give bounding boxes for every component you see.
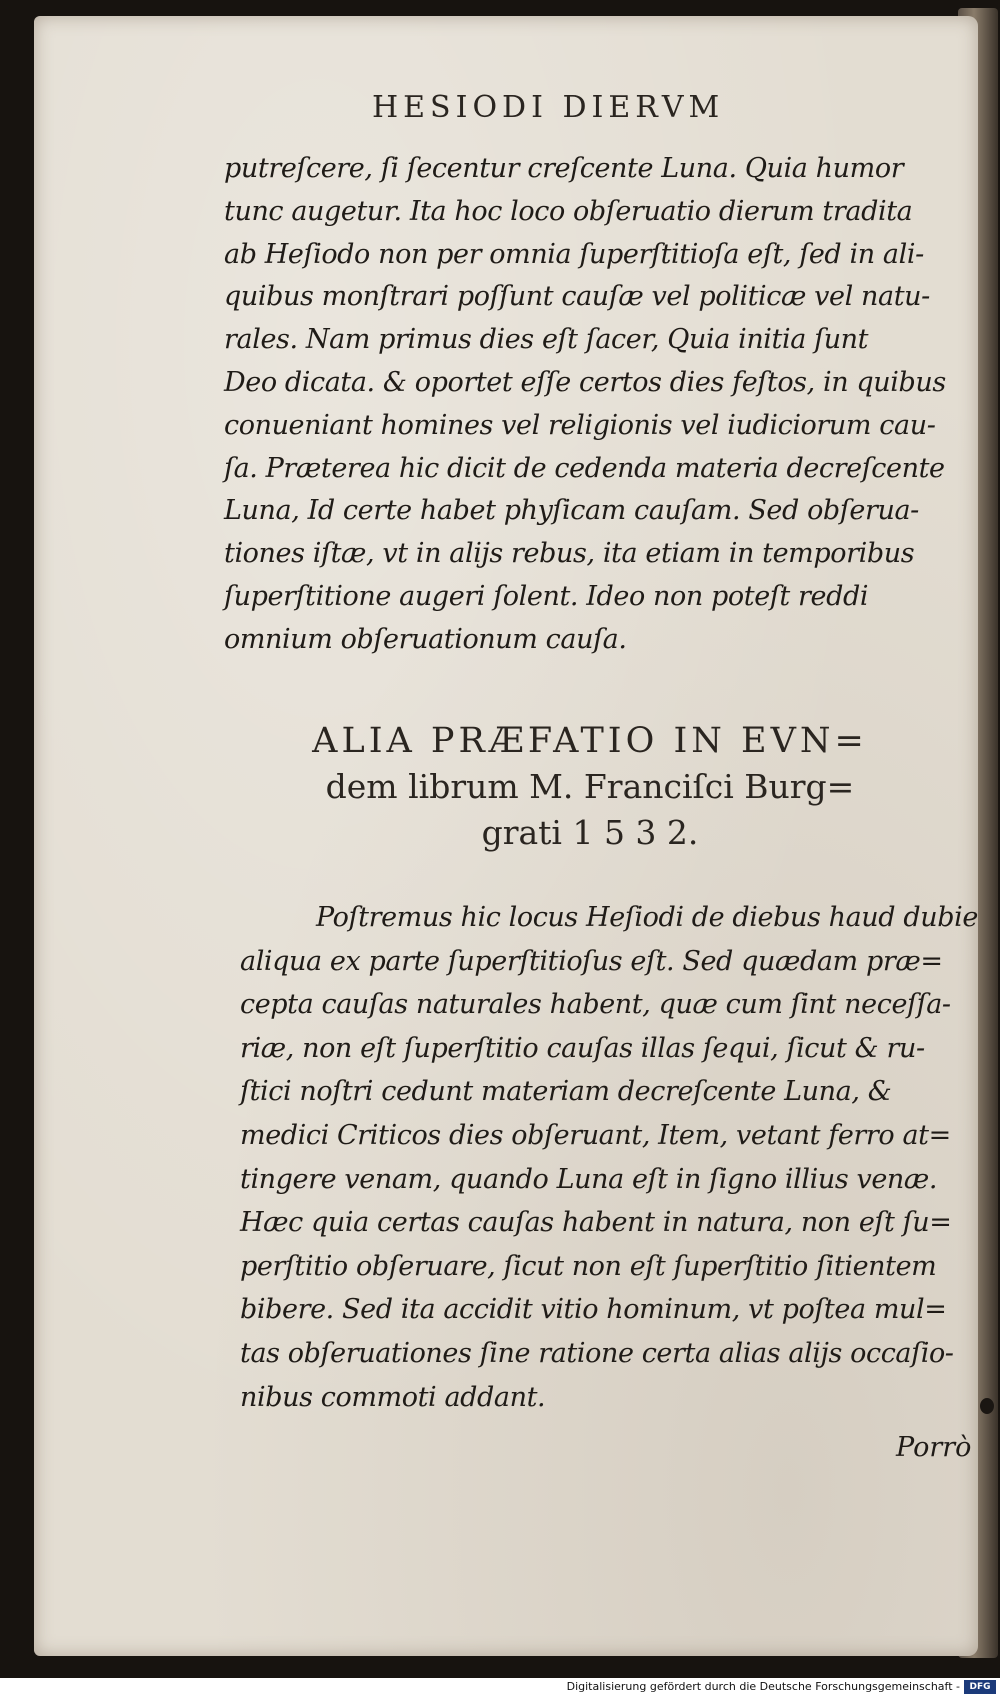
text-line: tas obſeruationes ſine ratione certa alias alijs occaſio- [240,1337,954,1369]
ink-spot [980,1398,994,1414]
text-line: tingere venam, quando Luna eſt in ſigno illius venæ. [240,1163,938,1195]
text-line: tiones iſtæ, vt in alijs rebus, ita etiam in temporibus [224,538,915,570]
text-line: bibere. Sed ita accidit vitio hominum, vt poſtea mul= [240,1294,947,1326]
text-line: omnium obſeruationum cauſa. [224,623,627,655]
text-line: quibus monſtrari poſſunt cauſæ vel politicæ vel natu- [224,281,930,313]
text-line: aliqua ex parte ſuperſtitioſus eſt. Sed quædam præ= [240,945,943,977]
text-line: putreſcere, ſi ſecentur creſcente Luna. Quia humor [224,153,904,184]
section-heading [230,718,950,856]
text-line: ab Heſiodo non per omnia ſuperſtitioſa eſt, ſed in ali- [224,238,924,270]
heading-line-1: ALIA PRÆFATIO IN EVN= [312,721,868,761]
text-line: rales. Nam primus dies eſt ſacer, Quia initia ſunt [224,324,869,356]
text-line: ſuperſtitione augeri ſolent. Ideo non poteſt reddi [224,580,869,612]
text-line: ſtici noſtri cedunt materiam decreſcente Luna, & [240,1076,892,1108]
paragraph-2 [240,896,980,1419]
text-line: Luna, Id certe habet phyſicam cauſam. Sed obſerua- [224,495,919,527]
running-head: HESIODI DIERVM [372,90,725,125]
text-line: cepta cauſas naturales habent, quæ cum ſint neceſſa- [240,989,951,1021]
catchword: Porrò [896,1432,972,1463]
dfg-logo: DFG [964,1680,996,1694]
text-line: Deo dicata. & oportet eſſe certos dies feſtos, in quibus [224,366,946,398]
text-line: Hæc quia certas cauſas habent in natura, non eſt ſu= [240,1207,952,1239]
paragraph-1 [224,148,964,662]
heading-line-3: grati 1 5 3 2. [481,813,699,852]
text-line: perſtitio obſeruare, ſicut non eſt ſuperſtitio ſitientem [240,1250,937,1282]
text-line: nibus commoti addant. [240,1381,546,1413]
heading-line-2: dem librum M. Franciſci Burg= [325,767,855,806]
text-line: riæ, non eſt ſuperſtitio cauſas illas ſequi, ſicut & ru- [240,1032,925,1064]
footer-credit: Digitalisierung gefördert durch die Deutsche Forschungsgemeinschaft - [566,1680,960,1693]
text-line: conueniant homines vel religionis vel iudiciorum cau- [224,409,936,441]
text-line: medici Criticos dies obſeruant, Item, vetant ferro at= [240,1119,951,1151]
text-line: tunc augetur. Ita hoc loco obſeruatio dierum tradita [224,195,913,227]
text-line: ſa. Præterea hic dicit de cedenda materia decreſcente [224,452,945,484]
text-line: Poſtremus hic locus Heſiodi de diebus haud dubie [316,902,978,933]
